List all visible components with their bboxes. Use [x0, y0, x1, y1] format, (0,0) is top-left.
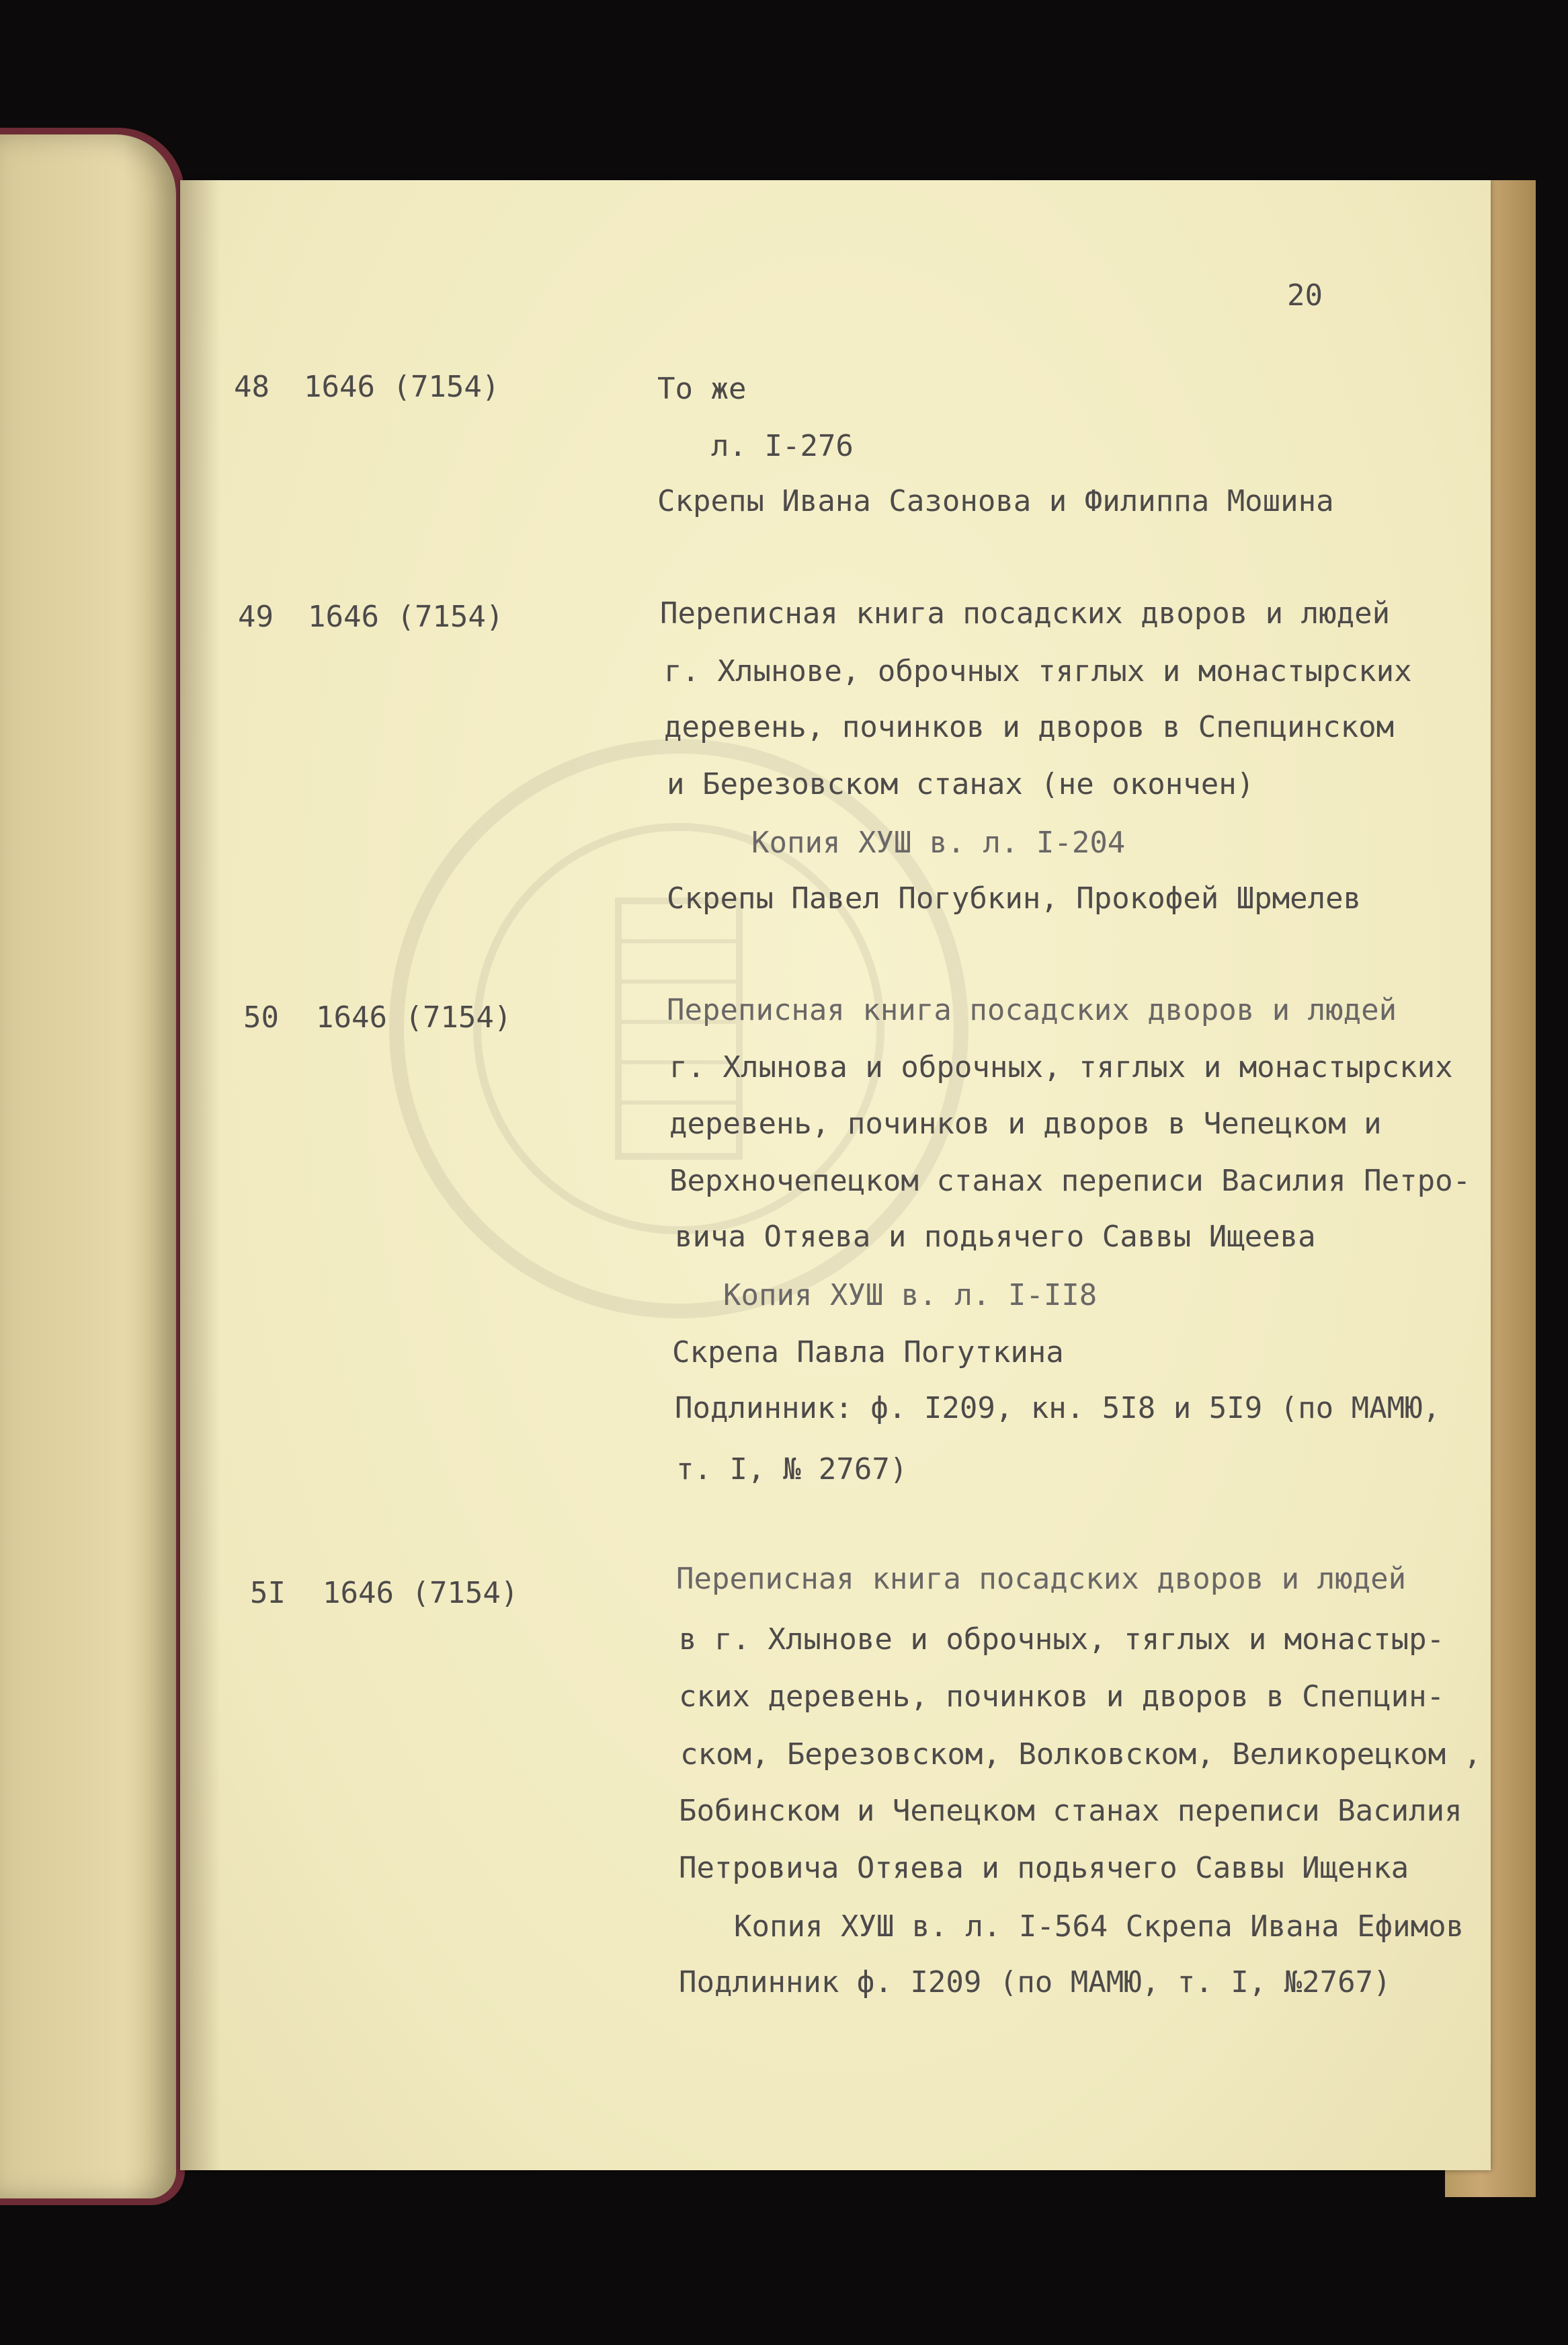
page-gutter-shadow — [180, 180, 220, 2170]
entry-text-line: г. Хлынове, оброчных тяглых и монастырских — [664, 654, 1412, 688]
entry-number: 50 — [243, 1000, 279, 1035]
entry-text-line: Подлинник ф. I209 (по МАМЮ, т. I, №2767) — [679, 1965, 1391, 1999]
entry-text-line: Бобинском и Чепецком станах переписи Василия — [679, 1794, 1462, 1828]
entry-text-line: Переписная книга посадских дворов и людей — [676, 1562, 1407, 1596]
entry-text-line: г. Хлынова и оброчных, тяглых и монастырских — [669, 1050, 1453, 1084]
entry-text-line: Копия ХУШ в. л. I-II8 — [723, 1278, 1098, 1312]
entry-date: 1646 (7154) — [316, 1000, 512, 1035]
left-book-page — [0, 134, 176, 2198]
entry-text-line: ских деревень, починков и дворов в Спепцин- — [679, 1679, 1445, 1714]
entry-date: 1646 (7154) — [304, 370, 500, 404]
entry-text-line: Петровича Отяева и подьячего Саввы Ищенка — [679, 1851, 1409, 1885]
entry-text-line: деревень, починков и дворов в Чепецком и — [669, 1107, 1382, 1141]
entry-text-line: в г. Хлынове и оброчных, тяглых и монастыр- — [679, 1622, 1445, 1657]
entry-text-line: и Березовском станах (не окончен) — [667, 767, 1255, 801]
entry-text-line: ском, Березовском, Волковском, Великорецком , — [680, 1737, 1482, 1772]
entry-text-line: л. I-276 — [711, 429, 854, 463]
entry-number: 5I — [250, 1576, 286, 1610]
entry-date: 1646 (7154) — [308, 600, 504, 634]
entry-text-line: Скрепы Ивана Сазонова и Филиппа Мошина — [657, 484, 1334, 518]
entry-text-line: Верхночепецком станах переписи Василия Петро- — [669, 1164, 1471, 1198]
entry-text-line: Подлинник: ф. I209, кн. 5I8 и 5I9 (по МАМЮ, — [675, 1391, 1441, 1425]
entry-text-line: деревень, починков и дворов в Спепцинском — [664, 710, 1395, 744]
entry-text-line: Копия ХУШ в. л. I-564 Скрепа Ивана Ефимов — [734, 1909, 1464, 1944]
entry-number: 49 — [238, 600, 274, 634]
page-number: 20 — [1287, 278, 1323, 313]
entry-text-line: То же — [657, 372, 747, 406]
entry-text-line: Переписная книга посадских дворов и людей — [660, 596, 1391, 631]
entry-text-line: Переписная книга посадских дворов и людей — [667, 993, 1397, 1027]
entry-number: 48 — [234, 370, 270, 404]
entry-text-line: Копия ХУШ в. л. I-204 — [751, 826, 1126, 860]
entry-text-line: т. I, № 2767) — [676, 1452, 908, 1486]
entry-text-line: Скрепы Павел Погубкин, Прокофей Шрмелев — [667, 881, 1362, 916]
entry-date: 1646 (7154) — [323, 1576, 519, 1610]
entry-text-line: Скрепа Павла Погуткина — [672, 1335, 1064, 1369]
entry-text-line: вича Отяева и подьячего Саввы Ищеева — [675, 1220, 1316, 1254]
